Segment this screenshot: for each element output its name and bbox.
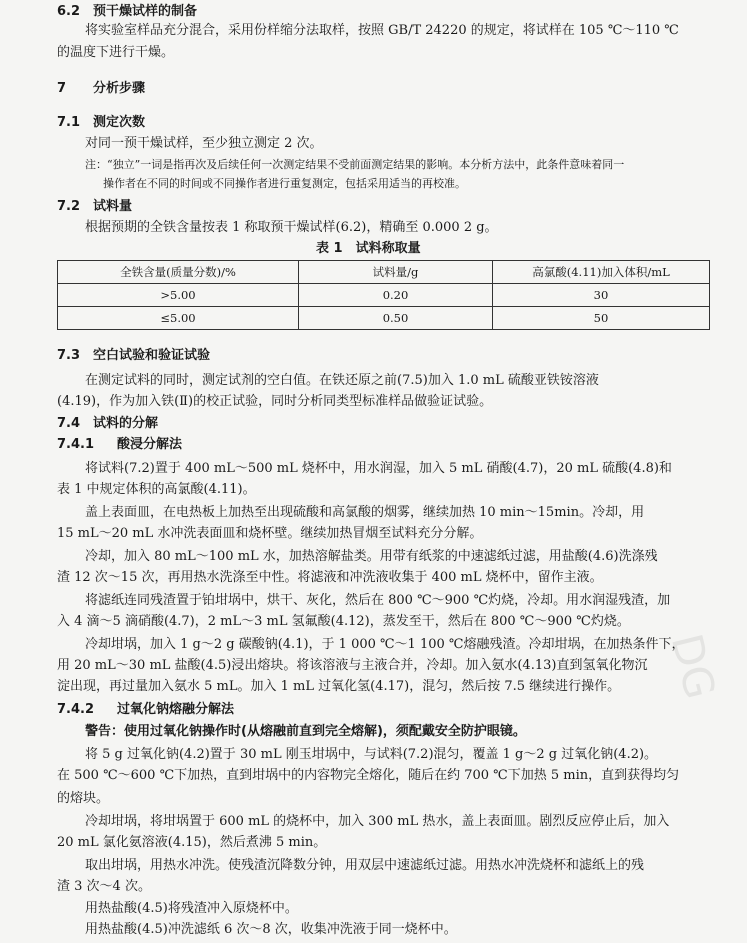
paragraph-line: (4.19)，作为加入铁(Ⅱ)的校正试验，同时分析同类型标准样品做验证试验。	[57, 394, 493, 409]
paragraph-line: 对同一预干燥试样，至少独立测定 2 次。	[85, 136, 323, 151]
table-header-cell: 试料量/g	[299, 261, 493, 284]
paragraph-line: 渣 3 次～4 次。	[57, 879, 151, 894]
heading-7-2	[57, 199, 132, 215]
heading-7	[57, 81, 145, 97]
paragraph-line: 20 mL 氯化氨溶液(4.15)，然后煮沸 5 min。	[57, 835, 327, 850]
paragraph-line: 冷却坩埚，将坩埚置于 600 mL 的烧杯中，加入 300 mL 热水，盖上表面皿。剧烈反应停止后，加入	[85, 814, 670, 829]
table-cell: 0.50	[299, 307, 493, 330]
section-title: 酸浸分解法	[117, 437, 183, 452]
section-title: 预干燥试样的制备	[93, 4, 198, 19]
table-cell: >5.00	[58, 284, 299, 307]
section-title: 试料量	[93, 199, 133, 214]
table-cell: ≤5.00	[58, 307, 299, 330]
section-number: 7.4.2	[57, 702, 95, 717]
paragraph-line: 将滤纸连同残渣置于铂坩埚中，烘干、灰化，然后在 800 ℃～900 ℃灼烧，冷却。用水润湿残渣，加	[85, 593, 671, 608]
table-title: 表 1 试料称取量	[316, 241, 421, 256]
paragraph-line: 盖上表面皿，在电热板上加热至出现硫酸和高氯酸的烟雾，继续加热 10 min～15min。冷却，用	[85, 505, 645, 520]
warning-line: 警告：使用过氧化钠操作时(从熔融前直到完全熔解)，须配戴安全防护眼镜。	[85, 724, 526, 739]
paragraph-line: 淀出现，再过量加入氨水 5 mL。加入 1 mL 过氧化氢(4.17)，混匀，然后按 7.5 继续进行操作。	[57, 679, 621, 694]
table-cell: 30	[493, 284, 710, 307]
section-number: 6.2	[57, 4, 81, 19]
watermark-stamp: DG	[661, 628, 726, 704]
table-cell: 50	[493, 307, 710, 330]
paragraph-line: 渣 12 次～15 次，再用热水洗涤至中性。将滤液和冲洗液收集于 400 mL 烧杯中，留作主液。	[57, 570, 603, 585]
section-number: 7.4	[57, 416, 81, 431]
table-header-cell: 高氯酸(4.11)加入体积/mL	[493, 261, 710, 284]
heading-6-2	[57, 4, 197, 20]
heading-7-3	[57, 348, 210, 364]
table-cell: 0.20	[299, 284, 493, 307]
note-line: 操作者在不同的时间或不同操作者进行重复测定，包括采用适当的再校准。	[103, 177, 466, 190]
paragraph-line: 用热盐酸(4.5)冲洗滤纸 6 次～8 次，收集冲洗液于同一烧杯中。	[85, 922, 457, 937]
paragraph-line: 的熔块。	[57, 791, 110, 806]
section-number: 7.4.1	[57, 437, 95, 452]
sample-mass-table	[57, 260, 710, 330]
paragraph-line: 冷却坩埚，加入 1 g～2 g 碳酸钠(4.1)，于 1 000 ℃～1 100 ℃熔融残渣。冷却坩埚，在加热条件下，	[85, 637, 685, 652]
paragraph-line: 在 500 ℃～600 ℃下加热，直到坩埚中的内容物完全熔化，随后在约 700 ℃下加热 5 min，直到获得均匀	[57, 768, 680, 783]
paragraph-line: 入 4 滴～5 滴硝酸(4.7)，2 mL～3 mL 氢氟酸(4.12)，蒸发至干，然后在 800 ℃～900 ℃灼烧。	[57, 614, 630, 629]
section-title: 试料的分解	[93, 416, 159, 431]
heading-7-4-1	[57, 437, 182, 453]
table-header-cell: 全铁含量(质量分数)/%	[58, 261, 299, 284]
section-number: 7.1	[57, 115, 81, 130]
section-number: 7	[57, 81, 67, 96]
section-title: 测定次数	[93, 115, 146, 130]
paragraph-line: 将试料(7.2)置于 400 mL～500 mL 烧杯中，用水润湿，加入 5 mL 硝酸(4.7)，20 mL 硫酸(4.8)和	[85, 461, 672, 476]
table-row	[58, 307, 710, 330]
paragraph-line: 将实验室样品充分混合，采用份样缩分法取样，按照 GB/T 24220 的规定，将试样在 105 ℃～110 ℃	[85, 23, 679, 38]
section-title: 过氧化钠熔融分解法	[117, 702, 235, 717]
table-header-row	[58, 261, 710, 284]
section-number: 7.2	[57, 199, 81, 214]
paragraph-line: 将 5 g 过氧化钠(4.2)置于 30 mL 刚玉坩埚中，与试料(7.2)混匀，覆盖 1 g～2 g 过氧化钠(4.2)。	[85, 747, 658, 762]
paragraph-line: 15 mL～20 mL 水冲洗表面皿和烧杯壁。继续加热冒烟至试料充分分解。	[57, 526, 483, 541]
paragraph-line: 取出坩埚，用热水冲洗。使残渣沉降数分钟，用双层中速滤纸过滤。用热水冲洗烧杯和滤纸上的残	[85, 858, 645, 873]
heading-7-4-2	[57, 702, 234, 718]
note-line: 注：“独立”一词是指再次及后续任何一次测定结果不受前面测定结果的影响。本分析方法中，此条件意味着同一	[85, 158, 625, 171]
paragraph-line: 的温度下进行干燥。	[57, 45, 175, 60]
paragraph-line: 冷却，加入 80 mL～100 mL 水，加热溶解盐类。用带有纸浆的中速滤纸过滤，用盐酸(4.6)洗涤残	[85, 549, 658, 564]
paragraph-line: 用热盐酸(4.5)将残渣冲入原烧杯中。	[85, 901, 298, 916]
section-title: 分析步骤	[93, 81, 146, 96]
paragraph-line: 在测定试料的同时，测定试剂的空白值。在铁还原之前(7.5)加入 1.0 mL 硫酸亚铁铵溶液	[85, 373, 599, 388]
paragraph-line: 用 20 mL～30 mL 盐酸(4.5)浸出熔块。将该溶液与主液合并，冷却。加入氨水(4.13)直到氢氧化物沉	[57, 658, 648, 673]
paragraph-line: 表 1 中规定体积的高氯酸(4.11)。	[57, 482, 256, 497]
table-row	[58, 284, 710, 307]
paragraph-line: 根据预期的全铁含量按表 1 称取预干燥试样(6.2)，精确至 0.000 2 g。	[85, 220, 498, 235]
section-title: 空白试验和验证试验	[93, 348, 211, 363]
section-number: 7.3	[57, 348, 81, 363]
heading-7-1	[57, 115, 145, 131]
heading-7-4	[57, 416, 158, 432]
